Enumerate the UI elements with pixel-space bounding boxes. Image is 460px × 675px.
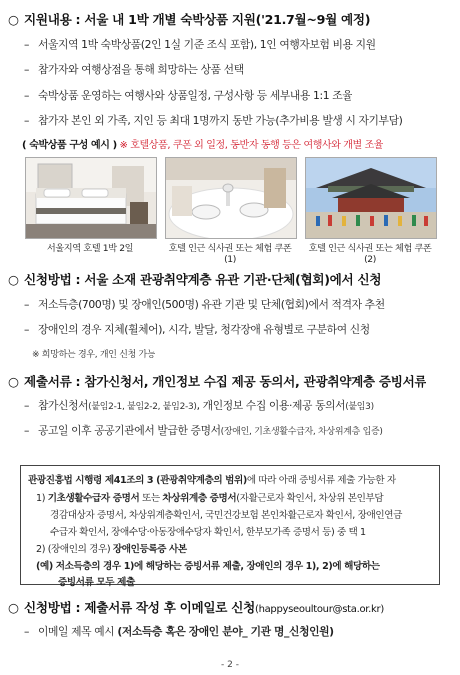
section1-item-3: – 숙박상품 운영하는 여행사와 상품일정, 구성사항 등 세부내용 1:1 조율 [24, 89, 353, 102]
section3-item-1: – 참가신청서(붙임2-1, 붙임2-2, 붙임2-3), 개인정보 수집 이용·제공 동의서(붙임3) [24, 399, 374, 412]
section1-item-1: – 서울지역 1박 숙박상품(2인 1실 기준 조식 포함), 1인 여행자보험 비용 지원 [24, 38, 376, 51]
box-line-6: (예) 저소득층의 경우 1)에 해당하는 증빙서류 제출, 장애인의 경우 1), 2)에 해당하는 [36, 561, 380, 572]
box-line-1: 관광진흥법 시행령 제41조의 3 (관광취약계층의 범위)에 따라 아래 증빙서류 제출 가능한 자 [28, 475, 396, 486]
box-line-4: 수급자 확인서, 장애수당·아동장애수당자 확인서, 한부모가족 증명서 등) 중 택 1 [50, 527, 366, 538]
circle-bullet-icon: ○ [8, 272, 19, 287]
section1-heading: ○ 지원내용 : 서울 내 1박 개별 숙박상품 지원('21.7월~9월 예정) [8, 12, 371, 27]
section3-item-2: – 공고일 이후 공공기관에서 발급한 증명서(장애인, 기초생활수급자, 차상위계층 입증) [24, 424, 383, 437]
section4-item-1: – 이메일 제목 예시 (저소득층 혹은 장애인 분야_ 기관 명_신청인원) [24, 625, 334, 638]
hotel-room-photo [25, 157, 157, 239]
section1-item-4: – 참가자 본인 외 가족, 지인 등 최대 1명까지 동반 가능(추가비용 발생 시 자기부담) [24, 114, 403, 127]
page-number: - 2 - [221, 660, 239, 670]
photo-caption-1: 서울지역 호텔 1박 2일 [46, 243, 134, 254]
email-address: (happyseoultour@sta.or.kr) [254, 604, 384, 615]
photo-caption-3: 호텔 인근 식사권 또는 체험 쿠폰(2) [308, 243, 432, 265]
circle-bullet-icon: ○ [8, 12, 19, 27]
box-line-5: 2) (장애인의 경우) 장애인등록증 사본 [36, 544, 187, 555]
photo-caption-2: 호텔 인근 식사권 또는 체험 쿠폰(1) [168, 243, 292, 265]
section2-note: ※ 희망하는 경우, 개인 신청 가능 [32, 350, 156, 360]
circle-bullet-icon: ○ [8, 600, 19, 615]
box-line-3: 경감대상자 증명서, 차상위계층확인서, 국민건강보험 본인차활근로자 확인서, 장애인연금 [50, 510, 402, 521]
example-label: ( 숙박상품 구성 예시 ) [22, 140, 117, 151]
example-row [22, 136, 383, 151]
section4-heading: ○ 신청방법 : 제출서류 작성 후 이메일로 신청(happyseoultour@sta.or.kr) [8, 600, 384, 615]
circle-bullet-icon: ○ [8, 374, 19, 389]
example-note: ※ 호텔상품, 쿠폰 외 일정, 동반자 동행 등은 여행사와 개별 조율 [119, 140, 384, 151]
box-line-2: 1) 기초생활수급자 증명서 또는 차상위계층 증명서(자활근로자 확인서, 차상위 본인부담 [36, 493, 384, 504]
section2-item-2: – 장애인의 경우 지체(휠체어), 시각, 발달, 청각장애 유형별로 구분하여 신청 [24, 323, 370, 336]
section2-heading: ○ 신청방법 : 서울 소재 관광취약계층 유관 기관·단체(협회)에서 신청 [8, 272, 382, 287]
section3-heading: ○ 제출서류 : 참가신청서, 개인정보 수집 제공 동의서, 관광취약계층 증빙서류 [8, 374, 427, 389]
palace-photo [305, 157, 437, 239]
box-line-7: 증빙서류 모두 제출 [58, 577, 135, 588]
dining-photo [165, 157, 297, 239]
section2-item-1: – 저소득층(700명) 및 장애인(500명) 유관 기관 및 단체(협회)에서 적격자 추천 [24, 298, 385, 311]
section1-item-2: – 참가자와 여행상점을 통해 희망하는 상품 선택 [24, 63, 244, 76]
